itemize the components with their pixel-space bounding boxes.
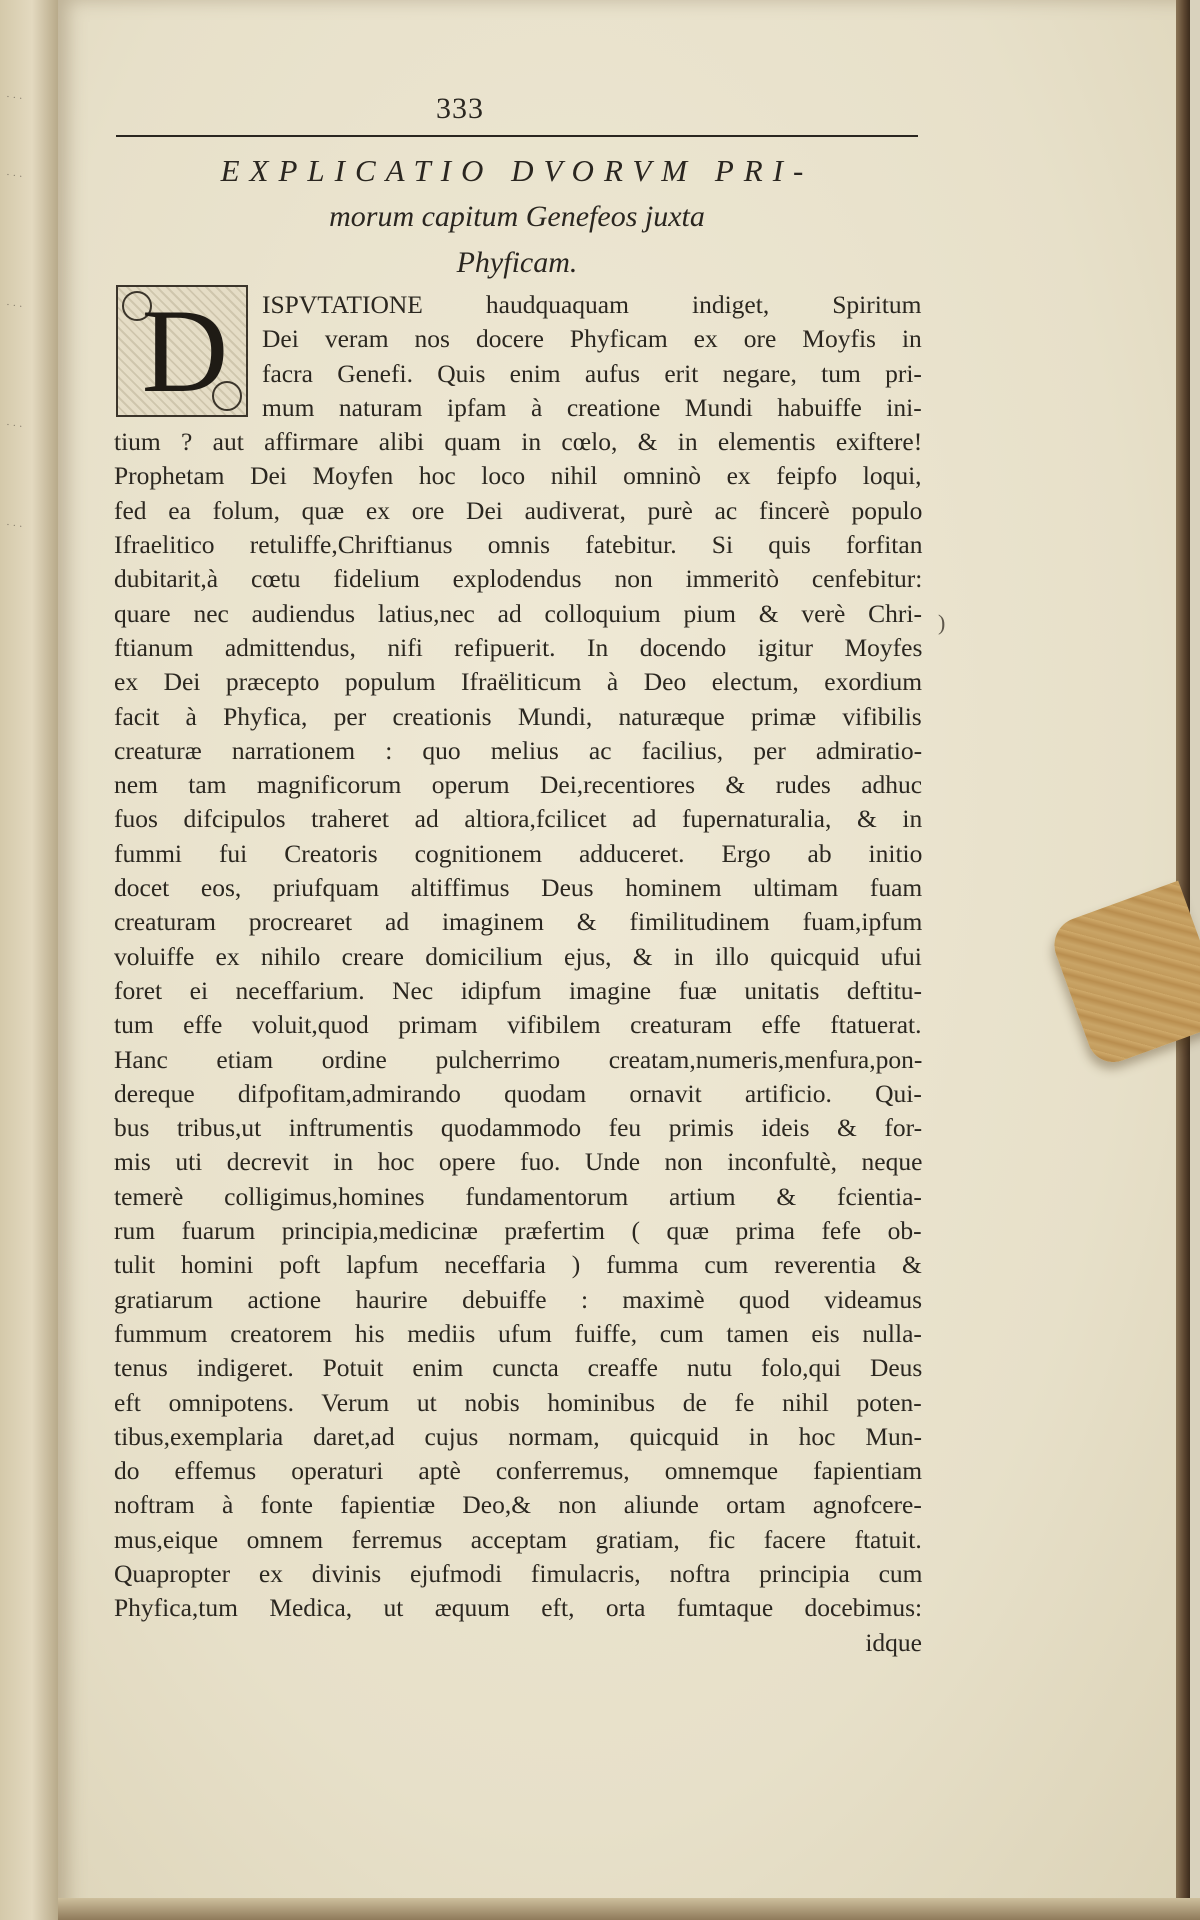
text-line: ftianum admittendus, nifi refipuerit. In docendo igitur Moyfes (114, 632, 923, 662)
chapter-title (112, 148, 922, 286)
text-line: Quapropter ex divinis ejufmodi fimulacris, noftra principia cum (114, 1558, 923, 1588)
text-line: tium ? aut affirmare alibi quam in cœlo, & in elementis exiftere! (114, 427, 923, 457)
text-line: facit à Phyfica, per creationis Mundi, naturæque primæ vifibilis (114, 701, 922, 731)
text-line: tibus,exemplaria daret,ad cujus normam, quicquid in hoc Mun- (114, 1421, 922, 1451)
text-line: docet eos, priufquam altiffimus Deus hominem ultimam fuam (114, 873, 923, 903)
text-line: dubitarit,à cœtu fidelium explodendus non immeritò cenfebitur: (114, 564, 923, 594)
text-line: tum effe voluit,quod primam vifibilem creaturam effe ftatuerat. (114, 1010, 922, 1040)
text-line: mis uti decrevit in hoc opere fuo. Unde non inconfultè, neque (114, 1147, 923, 1177)
page-number: 333 (436, 92, 484, 125)
title-line-1: EXPLICATIO DVORVM PRI- (220, 153, 814, 188)
text-line: mum naturam ipfam à creatione Mundi habuiffe ini- (262, 392, 922, 422)
text-line: foret ei neceffarium. Nec idipfum imagine fuæ unitatis deftitu- (114, 975, 922, 1005)
text-line: tenus indigeret. Potuit enim cuncta creaffe nutu folo,qui Deus (114, 1353, 923, 1383)
header-rule (116, 135, 918, 137)
text-line: facra Genefi. Quis enim aufus erit negare, tum pri- (262, 358, 922, 388)
body-text (114, 284, 923, 1660)
previous-page-edge (0, 0, 60, 1920)
text-line: dereque difpofitam,admirando quodam ornavit artificio. Qui- (114, 1078, 922, 1108)
text-line: fed ea folum, quæ ex ore Dei audiverat, purè ac fincerè populo (114, 495, 923, 525)
text-line: Dei veram nos docere Phyficam ex ore Moyfis in (262, 324, 922, 354)
bleed-through-text: · · · (5, 418, 24, 434)
text-line: rum fuarum principia,medicinæ præfertim ( quæ prima fefe ob- (114, 1216, 922, 1246)
text-line: ex Dei præcepto populum Ifraëliticum à Deo electum, exordium (114, 667, 923, 697)
text-line: fummi fui Creatoris cognitionem adduceret. Ergo ab initio (114, 838, 923, 868)
title-line-2: morum capitum Genefeos juxta (329, 200, 705, 233)
margin-mark: ) (938, 610, 946, 635)
text-line: fuos difcipulos traheret ad altiora,fcilicet ad fupernaturalia, & in (114, 804, 923, 834)
text-line: creaturæ narrationem : quo melius ac facilius, per admiratio- (114, 735, 923, 765)
text-line: Prophetam Dei Moyfen hoc loco nihil omninò ex feipfo loqui, (114, 461, 922, 491)
bleed-through-text: · · · (5, 168, 24, 184)
bleed-through-text: · · · (5, 518, 24, 534)
text-line: temerè colligimus,homines fundamentorum artium & fcientia- (114, 1181, 922, 1211)
text-line: quare nec audiendus latius,nec ad colloquium pium & verè Chri- (114, 598, 922, 628)
text-line: noftram à fonte fapientiæ Deo,& non aliunde ortam agnofcere- (114, 1490, 922, 1520)
bleed-through-text: · · · (5, 90, 24, 106)
text-line: Hanc etiam ordine pulcherrimo creatam,numeris,menfura,pon- (114, 1044, 923, 1074)
text-line: tulit homini poft lapfum neceffaria ) fumma cum reverentia & (114, 1250, 922, 1280)
title-line-3: Phyficam. (456, 246, 578, 279)
initial-letter: D (141, 284, 229, 417)
text-line: eft omnipotens. Verum ut nobis hominibus de fe nihil poten- (114, 1387, 922, 1417)
bleed-through-text: · · · (5, 298, 24, 314)
text-line: Ifraelitico retuliffe,Chriftianus omnis fatebitur. Si quis forfitan (114, 530, 923, 560)
text-line: Phyfica,tum Medica, ut æquum eft, orta fumtaque docebimus: (114, 1593, 923, 1623)
text-line: gratiarum actione haurire debuiffe : maximè quod videamus (114, 1284, 923, 1314)
text-line: fummum creatorem his mediis ufum fuiffe, cum tamen eis nulla- (114, 1318, 922, 1348)
text-line: voluiffe ex nihilo creare domicilium ejus, & in illo quicquid ufui (114, 941, 922, 971)
text-line: mus,eique omnem ferremus acceptam gratiam, fic facere ftatuit. (114, 1524, 922, 1554)
text-line: creaturam procrearet ad imaginem & fimilitudinem fuam,ipfum (114, 907, 923, 937)
page-bottom-edge (58, 1898, 1200, 1920)
text-line: idque (865, 1627, 922, 1657)
text-line: nem tam magnificorum operum Dei,recentiores & rudes adhuc (114, 770, 923, 800)
text-line: do effemus operaturi aptè conferremus, omnemque fapientiam (114, 1456, 923, 1486)
text-line: bus tribus,ut inftrumentis quodammodo feu primis ideis & for- (114, 1113, 923, 1143)
text-line: ISPVTATIONE haudquaquam indiget, Spiritum (262, 290, 922, 319)
